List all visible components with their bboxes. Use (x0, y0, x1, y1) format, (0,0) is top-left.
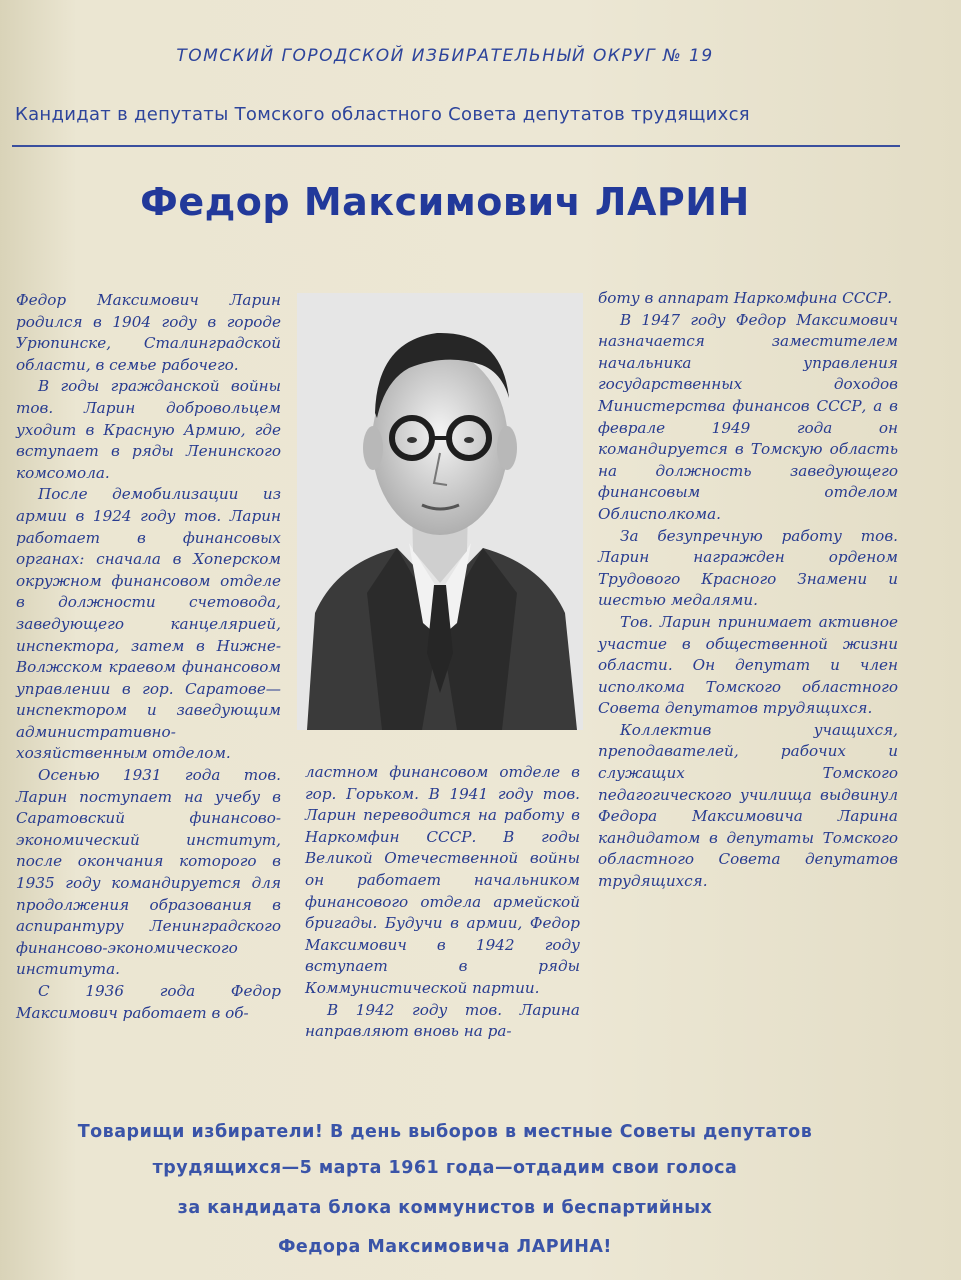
bio-paragraph: ластном финансовом отделе в гор. Горьком. В 1941 году тов. Ларин переводится на работу в Наркомфин СССР. В годы Великой Отечественной войны он работает начальником финансового отдела армейской бригады. Будучи в армии, Федор Максимович в 1942 году вступает в ряды Коммунистической партии. (305, 763, 580, 997)
candidate-name: Федор Максимович ЛАРИН (140, 180, 750, 224)
bio-paragraph: В годы гражданской войны тов. Ларин добровольцем уходит в Красную Армию, где вступает в ряды Ленинского комсомола. (16, 377, 281, 482)
appeal-line-3: за кандидата блока коммунистов и беспартийных (177, 1198, 713, 1218)
candidate-subtitle: Кандидат в депутаты Томского областного Совета депутатов трудящихся (15, 104, 750, 125)
header-divider (12, 145, 900, 147)
biography-column-left (16, 290, 281, 1024)
bio-paragraph: За безупречную работу тов. Ларин награжден орденом Трудового Красного Знамени и шестью медалями. (598, 526, 898, 610)
appeal-line-4: Федора Максимовича ЛАРИНА! (278, 1237, 612, 1257)
biography-column-right (598, 288, 898, 893)
biography-column-middle (305, 762, 580, 1043)
bio-paragraph: В 1942 году тов. Ларина направляют вновь на ра- (305, 1000, 580, 1041)
electoral-district-heading: ТОМСКИЙ ГОРОДСКОЙ ИЗБИРАТЕЛЬНЫЙ ОКРУГ № 19 (176, 46, 714, 66)
bio-paragraph: Тов. Ларин принимает активное участие в общественной жизни области. Он депутат и член исполкома Томского областного Совета депутатов трудящихся. (598, 612, 898, 718)
portrait-drawing (297, 293, 583, 730)
portrait-photo-icon (297, 293, 583, 730)
bio-paragraph: В 1947 году Федор Максимович назначается заместителем начальника управления государственных доходов Министерства финансов СССР, а в феврале 1949 года он командируется в Томскую область на должность заведующего финансовым отделом Облисполкома. (598, 310, 898, 523)
appeal-line-2: трудящихся—5 марта 1961 года—отдадим свои голоса (152, 1158, 738, 1178)
bio-paragraph: боту в аппарат Наркомфина СССР. (598, 289, 893, 307)
bio-paragraph: Осенью 1931 года тов. Ларин поступает на учебу в Саратовский финансово-экономический институт, после окончания которого в 1935 году командируется для продолжения образования в аспирантуру Ленинградского финансово-экономического института. (16, 766, 281, 979)
bio-paragraph: Федор Максимович Ларин родился в 1904 году в городе Урюпинске, Сталинградской области, в семье рабочего. (16, 291, 281, 374)
appeal-line-1: Товарищи избиратели! В день выборов в местные Советы депутатов (77, 1122, 813, 1142)
bio-paragraph: С 1936 года Федор Максимович работает в об- (16, 982, 281, 1022)
bio-paragraph: Коллектив учащихся, преподавателей, рабочих и служащих Томского педагогического училища выдвинул Федора Максимовича Ларина кандидатом в депутаты Томского областного Совета депутатов трудящихся. (598, 720, 898, 891)
bio-paragraph: После демобилизации из армии в 1924 году тов. Ларин работает в финансовых органах: сначала в Хоперском окружном финансовом отделе в должности счетовода, заведующего канцелярией, инспектора, затем в Нижне-Волжском краевом финансовом управлении в гор. Саратове—инспектором и заведующим административно-хозяйственным отделом. (16, 485, 281, 763)
